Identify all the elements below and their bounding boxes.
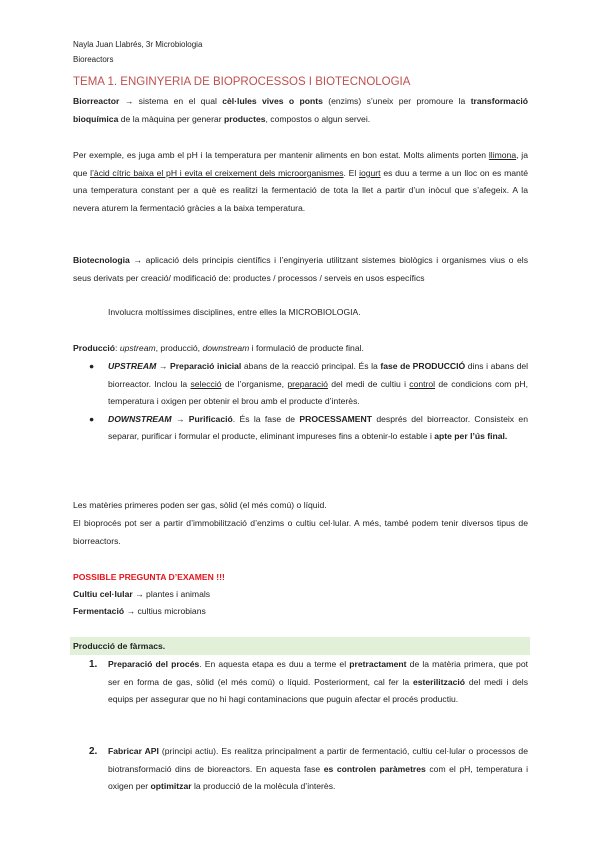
example-paragraph: Per exemple, es juga amb el pH i la temperatura per mantenir aliments en bon estat. Molts aliments porten llimona, ja que l’àcid cítric baixa el pH i evita el creixement dels microorganismes. El iogurt es duu a terme a un lloc on es manté una temperatura constant per a què es realitzi la fermentació de tota la llet a partir d’un inòcul que s’afegeix. A la nevera aturem la fermentació gràcies a la baixa temperatura. <box>73 150 528 213</box>
drugs-heading: Producció de fàrmacs. <box>73 641 166 651</box>
bullet-icon: ● <box>89 361 95 371</box>
bioprocess-paragraph: El bioprocés pot ser a partir d’immobilització d’enzims o cultiu cel·lular. A més, també podem tenir diversos tipus de biorreactors. <box>73 518 528 546</box>
exam-heading: POSSIBLE PREGUNTA D’EXAMEN !!! <box>73 572 225 582</box>
production-bullets <box>73 358 528 446</box>
bullet-icon: ● <box>89 413 95 424</box>
exam-line-cell-culture: Cultiu cel·lular → plantes i animals <box>73 589 211 599</box>
biotech-involves: Involucra moltíssimes disciplines, entre elles la MICROBIOLOGIA. <box>108 307 361 317</box>
item-number: 1. <box>89 659 98 670</box>
drugs-item-2: 2. Fabricar API (principi actiu). Es realitza principalment a partir de fermentació, cultiu cel·lular o processos de biotransformació dins de bioreactors. En aquesta fase es controlen paràmetres com el pH, temperatura i oxigen per optimitzar la producció de la molècula d’interès. <box>73 743 528 796</box>
production-line: Producció: upstream, producció, downstream i formulació de producte final. <box>73 343 364 353</box>
section-heading-band <box>70 637 530 655</box>
bioreactor-definition: Biorreactor → sistema en el qual cèl·lules vives o ponts (enzims) s’uneix per promoure la transformació bioquímica de la màquina per generar productes, compostos o algun servei. <box>73 96 528 124</box>
item-number: 2. <box>89 746 98 757</box>
author-line: Nayla Juan Llabrés, 3r Microbiologia <box>73 40 203 49</box>
exam-line-fermentation: Fermentació → cultius microbians <box>73 606 206 616</box>
biotech-term: Biotecnologia <box>73 255 130 265</box>
downstream-item: ● DOWNSTREAM → Purificació. És la fase de PROCESSAMENT després del biorreactor. Consisteix en separar, purificar i formular el producte, eliminant impureses fins a obtenir-lo estable i apte per l’ús final. <box>73 411 528 446</box>
drugs-item-1: 1. Preparació del procés. En aquesta etapa es duu a terme el pretractament de la matèria primera, que pot ser en forma de gas, sòlid (el més comú) o líquid. Posteriorment, cal fer la esterilització del medi i dels equips per assegurar que no hi hagi contaminacions que puguin afectar el procés productiu. <box>73 656 528 709</box>
bioreactor-term: Biorreactor <box>73 96 120 106</box>
subject-line: Bioreactors <box>73 55 114 64</box>
biotech-definition: Biotecnologia → aplicació dels principis científics i l’enginyeria utilitzant sistemes biològics i organismes vius o els seus derivats per creació/ modificació de: productes / processos / serveis en usos específics <box>73 255 528 283</box>
materials-line: Les matèries primeres poden ser gas, sòlid (el més comú) o líquid. <box>73 500 327 510</box>
upstream-item: ● UPSTREAM → Preparació inicial abans de la reacció principal. És la fase de PRODUCCIÓ dins i abans del biorreactor. Inclou la selecció de l’organisme, preparació del medi de cultiu i control de condicions com pH, temperatura i oxigen per obtenir el brou amb el producte d’interès. <box>73 358 528 411</box>
page-title: TEMA 1. ENGINYERIA DE BIOPROCESSOS I BIOTECNOLOGIA <box>73 76 411 88</box>
